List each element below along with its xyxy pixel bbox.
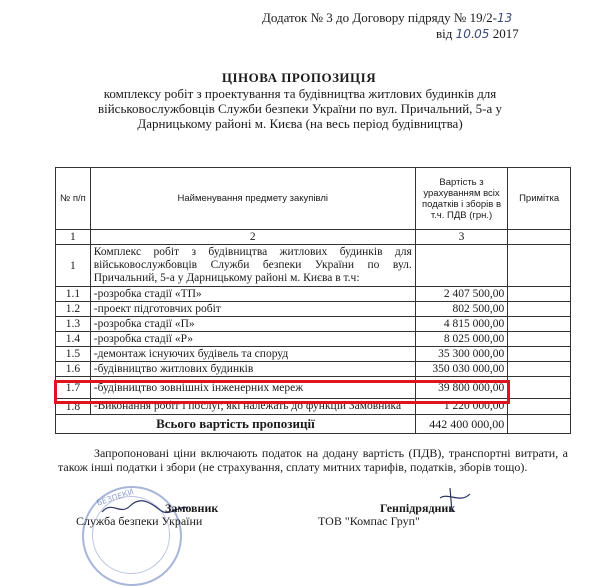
table-row xyxy=(56,245,571,287)
customer-org: Служба безпеки України xyxy=(76,514,203,528)
date-separator: . xyxy=(470,26,475,41)
row-cost: 8 025 000,00 xyxy=(415,332,507,347)
total-value: 442 400 000,00 xyxy=(415,415,507,434)
row-cost xyxy=(415,245,507,287)
header-num: № п/п xyxy=(56,168,91,230)
date-prefix: від xyxy=(436,26,453,41)
table-index-row xyxy=(56,230,571,245)
customer-label: Замовник xyxy=(165,501,219,515)
row-num: 1 xyxy=(56,245,91,287)
row-note xyxy=(508,317,571,332)
row-name: -будівництво зовнішніх інженерних мереж xyxy=(90,377,415,399)
header-cost: Вартість з урахуванням всіх податків і зборів в т.ч. ПДВ (грн.) xyxy=(415,168,507,230)
row-num: 1.3 xyxy=(56,317,91,332)
row-cost: 4 815 000,00 xyxy=(415,317,507,332)
row-num: 1.6 xyxy=(56,362,91,377)
total-row xyxy=(56,415,571,434)
row-note xyxy=(508,347,571,362)
row-num: 1.2 xyxy=(56,302,91,317)
row-num: 1.8 xyxy=(56,399,91,415)
index-cell-3: 3 xyxy=(415,230,507,245)
row-note xyxy=(508,399,571,415)
row-note xyxy=(508,245,571,287)
row-cost: 2 407 500,00 xyxy=(415,287,507,302)
date-month: 05 xyxy=(474,27,490,41)
row-note xyxy=(508,362,571,377)
header-note: Примітка xyxy=(508,168,571,230)
row-name: -Виконання робіт і послуг, які належать до функцій Замовника xyxy=(90,399,415,415)
highlight-box xyxy=(54,380,510,404)
row-num: 1.5 xyxy=(56,347,91,362)
index-cell-1: 1 xyxy=(56,230,91,245)
table-row xyxy=(56,287,571,302)
row-name: -розробка стадії «ТП» xyxy=(90,287,415,302)
seal-text: БЕЗПЕКИ xyxy=(95,487,135,508)
table-row xyxy=(56,332,571,347)
row-note xyxy=(508,287,571,302)
table-header-row xyxy=(56,168,571,230)
row-name: -розробка стадії «П» xyxy=(90,317,415,332)
row-name: -розробка стадії «Р» xyxy=(90,332,415,347)
row-name: -будівництво житлових будинків xyxy=(90,362,415,377)
row-cost: 802 500,00 xyxy=(415,302,507,317)
contractor-label: Генпідрядник xyxy=(380,501,456,515)
table-row xyxy=(56,302,571,317)
row-name: Комплекс робіт з будівництва житлових будинків для військовослужбовців Служби безпеки України по вул. Причальний, 5-а у Дарницькому районі м. Києва в т.ч: xyxy=(90,245,415,287)
contractor-org: ТОВ "Компас Груп" xyxy=(318,514,420,528)
date-year: 2017 xyxy=(492,26,519,41)
row-num: 1.4 xyxy=(56,332,91,347)
row-cost: 35 300 000,00 xyxy=(415,347,507,362)
date-day: 10 xyxy=(455,27,471,41)
index-cell-2: 2 xyxy=(90,230,415,245)
row-num: 1.1 xyxy=(56,287,91,302)
row-note xyxy=(508,332,571,347)
table-row xyxy=(56,362,571,377)
appendix-date xyxy=(436,26,519,42)
total-note xyxy=(508,415,571,434)
appendix-header xyxy=(262,10,512,26)
row-name: -проект підготовчих робіт xyxy=(90,302,415,317)
footer-note: Запропоновані ціни включають податок на додану вартість (ПДВ), транспортні витрати, а також інші податки і збори (не страхування, сплату митних тарифів, податків, зборів тощо). xyxy=(58,446,568,474)
document-subtitle: комплексу робіт з проектування та будівництва житлових будинків для військовослужбовців Служби безпеки України по вул. Причальний, 5-а у Дарницькому районі м. Києва (на весь період будівництва) xyxy=(97,86,503,131)
row-num: 1.7 xyxy=(56,377,91,399)
row-note xyxy=(508,377,571,399)
row-note xyxy=(508,302,571,317)
header-name: Найменування предмету закупівлі xyxy=(90,168,415,230)
contract-number: 13 xyxy=(497,11,513,25)
table-row xyxy=(56,317,571,332)
row-cost: 1 220 000,00 xyxy=(415,399,507,415)
row-cost: 39 800 000,00 xyxy=(415,377,507,399)
index-cell-4 xyxy=(508,230,571,245)
appendix-title: Додаток № 3 до Договору підряду № 19/2- xyxy=(262,10,498,25)
document-title: ЦІНОВА ПРОПОЗИЦІЯ xyxy=(221,70,377,85)
table-row xyxy=(56,347,571,362)
row-name: -демонтаж існуючих будівель та споруд xyxy=(90,347,415,362)
row-cost: 350 030 000,00 xyxy=(415,362,507,377)
total-label: Всього вартість пропозиції xyxy=(56,415,416,434)
